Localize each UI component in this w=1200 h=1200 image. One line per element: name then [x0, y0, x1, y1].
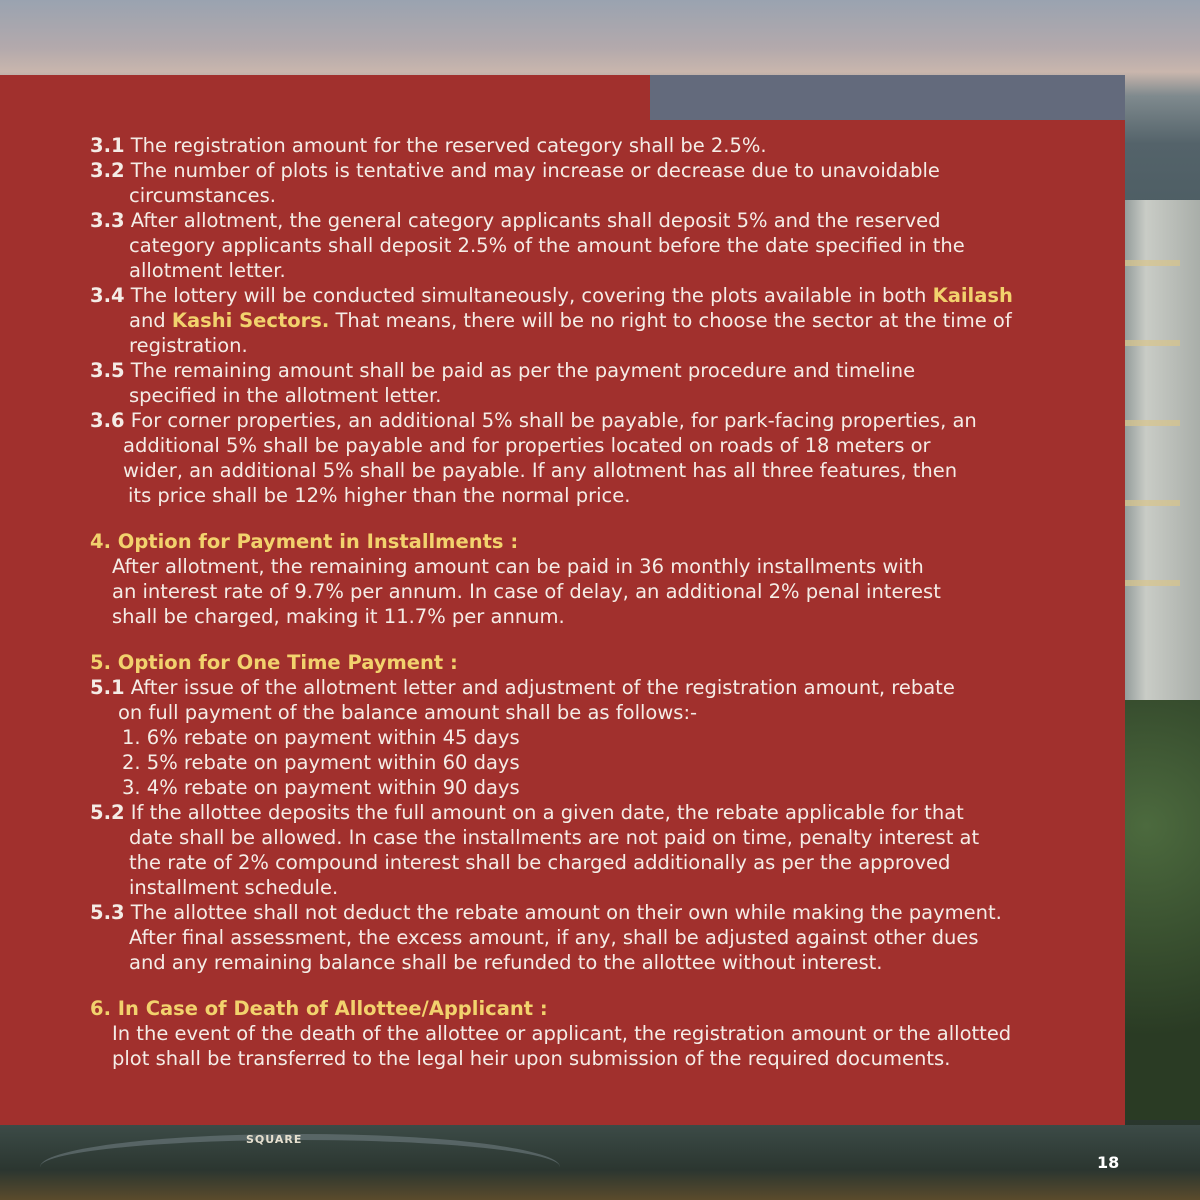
clause-3-2 [90, 158, 1090, 208]
clause-5-2 [90, 800, 1090, 900]
clause-number: 5.3 [90, 901, 125, 924]
clause-3-4 [90, 283, 1090, 358]
list-item: 2. 5% rebate on payment within 60 days [122, 751, 520, 774]
clause-number: 3.3 [90, 209, 125, 232]
clause-text: registration. [129, 334, 248, 357]
clause-text: The lottery will be conducted simultaneously, covering the plots available in both [130, 284, 927, 307]
section-heading-one-time-payment: 5. Option for One Time Payment : [90, 651, 458, 674]
top-banner-strip [650, 75, 1125, 120]
clause-3-3 [90, 208, 1090, 283]
list-item: 1. 6% rebate on payment within 45 days [122, 726, 520, 749]
square-sign: SQUARE [246, 1133, 303, 1146]
section-6-body [90, 1021, 1090, 1071]
clause-3-6 [90, 408, 1090, 508]
sector-name-kashi: Kashi Sectors. [171, 309, 330, 332]
clause-number: 3.1 [90, 134, 125, 157]
page-number: 18 [1097, 1153, 1120, 1172]
clause-text: and any remaining balance shall be refunded to the allottee without interest. [129, 951, 883, 974]
paragraph-line: In the event of the death of the allottee or applicant, the registration amount or the allotted [112, 1022, 1012, 1045]
clause-text: After final assessment, the excess amount, if any, shall be adjusted against other dues [129, 926, 979, 949]
paragraph-line: an interest rate of 9.7% per annum. In case of delay, an additional 2% penal interest [112, 580, 941, 603]
clause-number: 5.1 [90, 676, 125, 699]
clause-text: After allotment, the general category applicants shall deposit 5% and the reserved [130, 209, 941, 232]
clause-number: 3.4 [90, 284, 125, 307]
ground-image [0, 1125, 1200, 1200]
clause-text: installment schedule. [129, 876, 339, 899]
clause-text: allotment letter. [129, 259, 286, 282]
clause-number: 3.5 [90, 359, 125, 382]
clause-number: 3.6 [90, 409, 125, 432]
section-heading-death-of-allottee: 6. In Case of Death of Allottee/Applicant : [90, 997, 548, 1020]
document-body [90, 133, 1090, 1071]
paragraph-line: plot shall be transferred to the legal heir upon submission of the required documents. [112, 1047, 951, 1070]
clause-text: The registration amount for the reserved category shall be 2.5%. [130, 134, 767, 157]
clause-text: category applicants shall deposit 2.5% of the amount before the date specified in the [129, 234, 965, 257]
sector-name-kailash: Kailash [932, 284, 1013, 307]
clause-text: the rate of 2% compound interest shall be charged additionally as per the approved [129, 851, 951, 874]
list-item: 3. 4% rebate on payment within 90 days [122, 776, 520, 799]
clause-5-1 [90, 675, 1090, 725]
clause-text: That means, there will be no right to choose the sector at the time of [335, 309, 1012, 332]
clause-number: 3.2 [90, 159, 125, 182]
clause-text: After issue of the allotment letter and adjustment of the registration amount, rebate [130, 676, 955, 699]
clause-5-3 [90, 900, 1090, 975]
clause-text: wider, an additional 5% shall be payable. If any allotment has all three features, then [123, 459, 958, 482]
clause-3-5 [90, 358, 1090, 408]
section-heading-installments: 4. Option for Payment in Installments : [90, 530, 519, 553]
clause-text: circumstances. [129, 184, 276, 207]
clause-3-1 [90, 133, 1090, 158]
clause-text: and [129, 309, 166, 332]
paragraph-line: shall be charged, making it 11.7% per annum. [112, 605, 565, 628]
clause-text: The number of plots is tentative and may increase or decrease due to unavoidable [130, 159, 940, 182]
clause-text: If the allottee deposits the full amount on a given date, the rebate applicable for that [130, 801, 964, 824]
clause-text: its price shall be 12% higher than the normal price. [128, 484, 631, 507]
clause-text: date shall be allowed. In case the installments are not paid on time, penalty interest at [129, 826, 980, 849]
clause-text: The allottee shall not deduct the rebate amount on their own while making the payment. [130, 901, 1002, 924]
clause-text: The remaining amount shall be paid as per the payment procedure and timeline [130, 359, 916, 382]
clause-text: specified in the allotment letter. [129, 384, 442, 407]
rebate-list [90, 725, 1090, 800]
clause-number: 5.2 [90, 801, 125, 824]
paragraph-line: After allotment, the remaining amount can be paid in 36 monthly installments with [112, 555, 924, 578]
section-4-body [90, 554, 1090, 629]
clause-text: additional 5% shall be payable and for properties located on roads of 18 meters or [123, 434, 931, 457]
clause-text: For corner properties, an additional 5% shall be payable, for park-facing properties, an [130, 409, 977, 432]
clause-text: on full payment of the balance amount shall be as follows:- [118, 701, 698, 724]
